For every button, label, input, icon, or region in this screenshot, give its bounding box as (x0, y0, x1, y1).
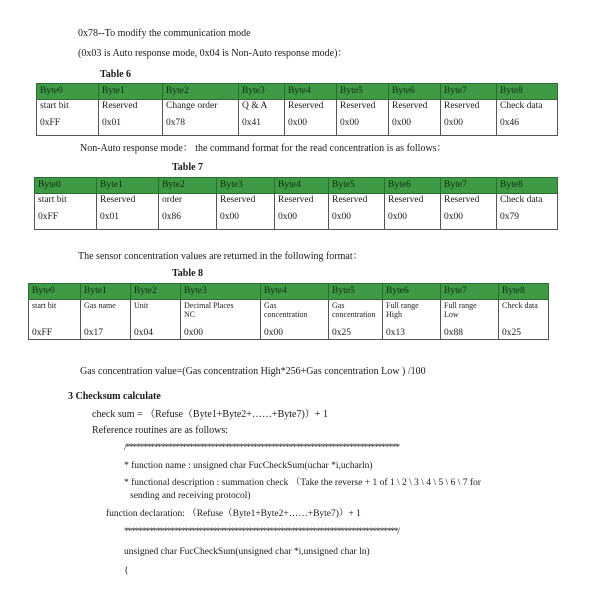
table7-desc-cell: Check data (497, 194, 558, 212)
table7-value-cell: 0xFF (35, 211, 97, 230)
table6-value-cell: 0x46 (497, 117, 558, 136)
table6-desc-cell: Reserved (99, 100, 163, 118)
table7-desc-cell: Reserved (329, 194, 385, 212)
function-desc-line-1: * functional description : summation check （Take the reverse + 1 of 1 \ 2 \ 3 \ 4 \ 5 \ 6 \ 7 for (124, 478, 481, 488)
table6-desc-cell: Reserved (441, 100, 497, 118)
table6-desc-row (37, 100, 558, 118)
table7-header-cell: Byte2 (159, 178, 217, 194)
table7-header-cell: Byte0 (35, 178, 97, 194)
comment-bottom-border: *****************************************************************************/ (124, 527, 399, 537)
gas-formula: Gas concentration value=(Gas concentration High*256+Gas concentration Low ) /100 (80, 366, 426, 377)
table6-value-cell: 0x00 (337, 117, 389, 136)
table8-header-cell: Byte3 (181, 284, 261, 300)
table6-header-cell: Byte4 (285, 84, 337, 100)
table7-desc-cell: Reserved (217, 194, 275, 212)
table6-header-cell: Byte2 (163, 84, 239, 100)
table6-header-cell: Byte6 (389, 84, 441, 100)
table6-header-cell: Byte7 (441, 84, 497, 100)
table8-header-cell: Byte8 (499, 284, 549, 300)
function-declaration-line: function declaration: （Refuse（Byte1+Byte2+……+Byte7)）+ 1 (106, 509, 361, 519)
table6-header-cell: Byte0 (37, 84, 99, 100)
table6-caption: Table 6 (100, 69, 132, 80)
intro-line-1: 0x78--To modify the communication mode (78, 28, 251, 39)
table7-header-row (35, 178, 558, 194)
table8-header-cell: Byte2 (131, 284, 181, 300)
table7-value-cell: 0x86 (159, 211, 217, 230)
table6-header-cell: Byte5 (337, 84, 389, 100)
table7-desc-cell: Reserved (385, 194, 441, 212)
table6-desc-cell: Q & A (239, 100, 285, 118)
table7-header-cell: Byte3 (217, 178, 275, 194)
table8-caption: Table 8 (172, 268, 204, 279)
table8-value-cell: 0x13 (383, 327, 441, 340)
table6-header-cell: Byte1 (99, 84, 163, 100)
table7-header-cell: Byte4 (275, 178, 329, 194)
table7-desc-cell: Reserved (441, 194, 497, 212)
table8-desc-cell: Check data (499, 300, 549, 328)
checksum-formula: check sum = （Refuse（Byte1+Byte2+……+Byte7)）+ 1 (92, 409, 328, 420)
table7-desc-cell: Reserved (97, 194, 159, 212)
table8-header-cell: Byte0 (29, 284, 81, 300)
intro-line-2: (0x03 is Auto response mode, 0x04 is Non-Auto response mode)： (78, 48, 348, 59)
table8-value-cell: 0xFF (29, 327, 81, 340)
table7-desc-cell: start bit (35, 194, 97, 212)
table7-value-row (35, 211, 558, 230)
table7-header-cell: Byte6 (385, 178, 441, 194)
checksum-heading: 3 Checksum calculate (68, 391, 161, 402)
table6-header-row (37, 84, 558, 100)
non-auto-line: Non-Auto response mode： the command format for the read concentration is as follows： (80, 143, 447, 154)
table7-desc-cell: order (159, 194, 217, 212)
table6-value-cell: 0x01 (99, 117, 163, 136)
table6-desc-cell: Reserved (285, 100, 337, 118)
table8-desc-cell: Full range Low (441, 300, 499, 328)
function-signature: unsigned char FucCheckSum(unsigned char *i,unsigned char ln) (124, 547, 370, 557)
table7-desc-cell: Reserved (275, 194, 329, 212)
table7-value-cell: 0x00 (275, 211, 329, 230)
table8-desc-cell: Gas concentration (329, 300, 383, 328)
table8-header-row (29, 284, 549, 300)
table6-value-row (37, 117, 558, 136)
table7-header-cell: Byte5 (329, 178, 385, 194)
table8-desc-cell: Gas name (81, 300, 131, 328)
table7-value-cell: 0x00 (385, 211, 441, 230)
table8 (28, 283, 549, 340)
table6 (36, 83, 558, 136)
table7-desc-row (35, 194, 558, 212)
table8-desc-row (29, 300, 549, 328)
table8-value-cell: 0x25 (329, 327, 383, 340)
table8-value-cell: 0x17 (81, 327, 131, 340)
table8-value-cell: 0x04 (131, 327, 181, 340)
table6-desc-cell: Change order (163, 100, 239, 118)
table8-header-cell: Byte6 (383, 284, 441, 300)
table6-desc-cell: Reserved (337, 100, 389, 118)
reference-line: Reference routines are as follows: (92, 425, 229, 436)
table7-value-cell: 0x01 (97, 211, 159, 230)
table6-value-cell: 0x00 (441, 117, 497, 136)
sensor-format-line: The sensor concentration values are returned in the following format： (78, 251, 363, 262)
table7-header-cell: Byte8 (497, 178, 558, 194)
table6-desc-cell: start bit (37, 100, 99, 118)
table6-value-cell: 0x41 (239, 117, 285, 136)
table6-desc-cell: Check data (497, 100, 558, 118)
table6-value-cell: 0x00 (285, 117, 337, 136)
function-desc-line-2: sending and receiving protocol) (130, 491, 251, 501)
table8-value-cell: 0x00 (261, 327, 329, 340)
table8-header-cell: Byte4 (261, 284, 329, 300)
table7-caption: Table 7 (172, 162, 204, 173)
table8-value-cell: 0x88 (441, 327, 499, 340)
table7-value-cell: 0x00 (441, 211, 497, 230)
table6-value-cell: 0xFF (37, 117, 99, 136)
table8-desc-cell: Gas concentration (261, 300, 329, 328)
table8-desc-cell: Decimal Places NC (181, 300, 261, 328)
table6-header-cell: Byte3 (239, 84, 285, 100)
table8-header-cell: Byte5 (329, 284, 383, 300)
table6-value-cell: 0x00 (389, 117, 441, 136)
table7-header-cell: Byte1 (97, 178, 159, 194)
table8-value-cell: 0x25 (499, 327, 549, 340)
table8-desc-cell: start bit (29, 300, 81, 328)
table8-header-cell: Byte7 (441, 284, 499, 300)
table7-header-cell: Byte7 (441, 178, 497, 194)
table7-value-cell: 0x79 (497, 211, 558, 230)
table6-value-cell: 0x78 (163, 117, 239, 136)
table7-value-cell: 0x00 (329, 211, 385, 230)
table8-desc-cell: Unit (131, 300, 181, 328)
table8-value-cell: 0x00 (181, 327, 261, 340)
table8-header-cell: Byte1 (81, 284, 131, 300)
open-brace: { (124, 566, 129, 576)
table6-header-cell: Byte8 (497, 84, 558, 100)
table8-desc-cell: Full range High (383, 300, 441, 328)
table6-desc-cell: Reserved (389, 100, 441, 118)
table7 (34, 177, 558, 230)
table7-value-cell: 0x00 (217, 211, 275, 230)
comment-top-border: /***************************************************************************** (124, 443, 399, 453)
table8-value-row (29, 327, 549, 340)
function-name-line: * function name : unsigned char FucCheckSum(uchar *i,ucharln) (124, 461, 373, 471)
